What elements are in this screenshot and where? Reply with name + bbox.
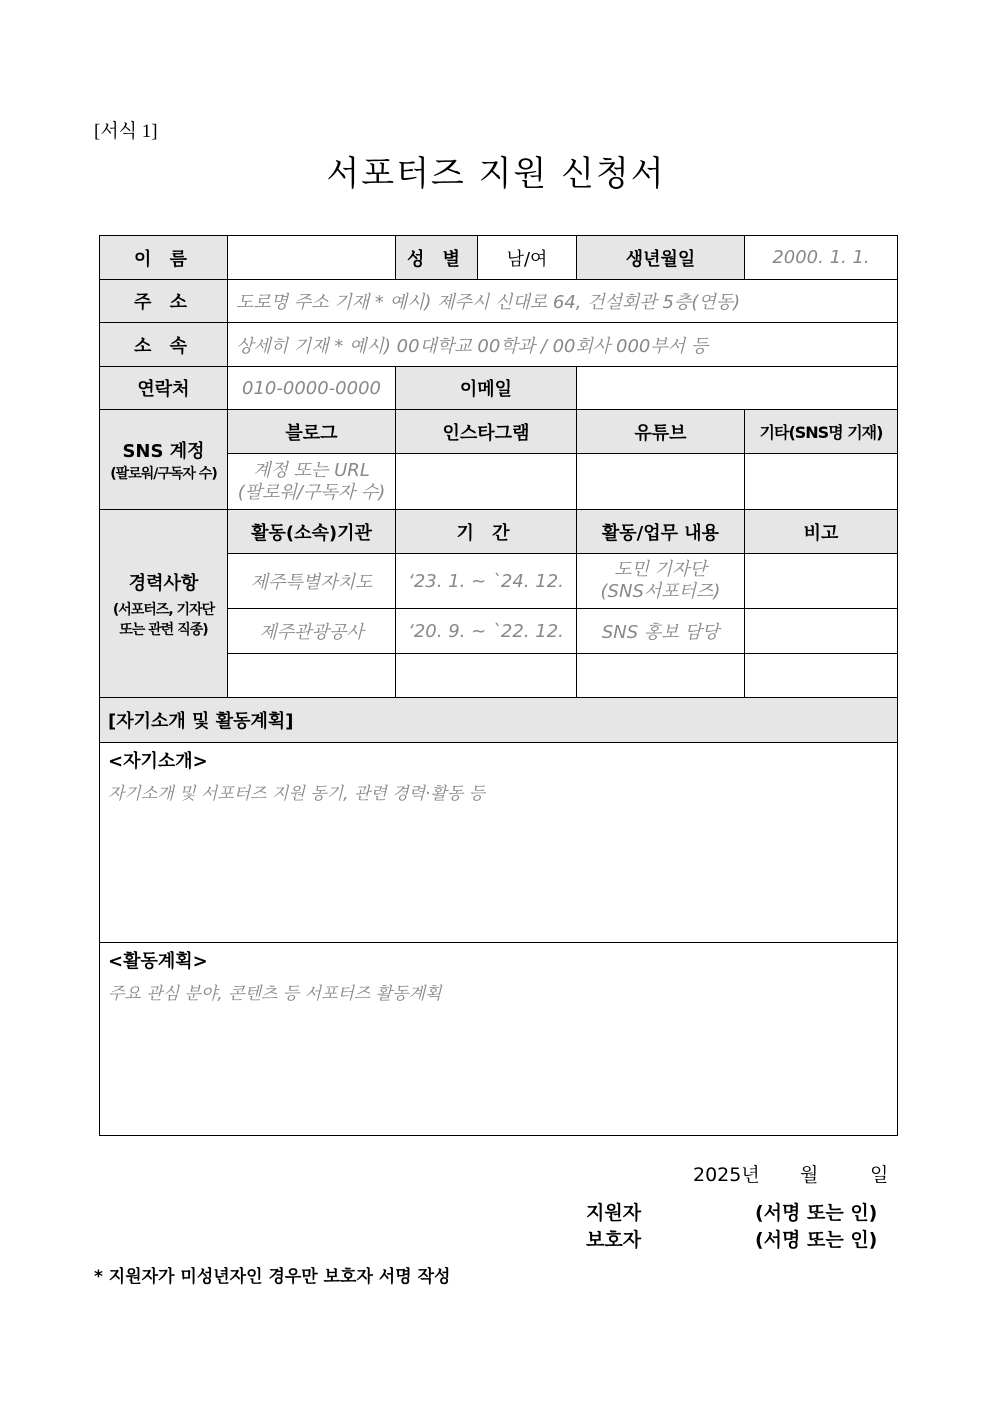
career-label: 경력사항 bbox=[128, 572, 199, 594]
plan-label: <활동계획> bbox=[108, 951, 208, 972]
career-row1-note[interactable] bbox=[745, 554, 898, 609]
sns-col-other: 기타(SNS명 기재) bbox=[745, 410, 898, 454]
footnote: * 지원자가 미성년자인 경우만 보호자 서명 작성 bbox=[94, 1267, 451, 1287]
career-row1-org[interactable]: 제주특별자치도 bbox=[228, 554, 396, 609]
sns-other-field[interactable] bbox=[745, 454, 898, 510]
career-row2-period[interactable]: ‘20. 9. ~ `22. 12. bbox=[396, 609, 577, 654]
career-row1-content[interactable] bbox=[577, 554, 745, 609]
sns-sublabel: (팔로워/구독자 수) bbox=[110, 465, 217, 482]
gender-label: 성 별 bbox=[396, 236, 478, 280]
career-col-period: 기 간 bbox=[396, 510, 577, 554]
address-label: 주 소 bbox=[100, 280, 228, 323]
career-row3-org[interactable] bbox=[228, 654, 396, 698]
name-label: 이 름 bbox=[100, 236, 228, 280]
sns-youtube-field[interactable] bbox=[577, 454, 745, 510]
career-row3-note[interactable] bbox=[745, 654, 898, 698]
sns-col-instagram: 인스타그램 bbox=[396, 410, 577, 454]
applicant-signature[interactable]: (서명 또는 인) bbox=[755, 1202, 878, 1224]
self-intro-placeholder: 자기소개 및 서포터즈 지원 동기, 관련 경력·활동 등 bbox=[108, 784, 486, 804]
self-intro-label: <자기소개> bbox=[108, 751, 208, 772]
name-field[interactable] bbox=[228, 236, 396, 280]
sns-blog-field[interactable] bbox=[228, 454, 396, 510]
career-row1-content-line1: 도민 기자단 bbox=[614, 559, 707, 580]
application-table bbox=[99, 235, 898, 1136]
gender-field[interactable]: 남/여 bbox=[478, 236, 577, 280]
contact-field[interactable]: 010-0000-0000 bbox=[228, 367, 396, 410]
career-row3-content[interactable] bbox=[577, 654, 745, 698]
date-year: 2025년 bbox=[693, 1164, 760, 1186]
address-field[interactable]: 도로명 주소 기재 * 예시) 제주시 신대로 64, 건설회관 5층(연동) bbox=[228, 280, 898, 323]
career-row2-note[interactable] bbox=[745, 609, 898, 654]
dob-label: 생년월일 bbox=[577, 236, 745, 280]
date-month: 월 bbox=[800, 1164, 819, 1186]
guardian-signature[interactable]: (서명 또는 인) bbox=[755, 1229, 878, 1251]
career-col-note: 비고 bbox=[745, 510, 898, 554]
intro-section-header: [자기소개 및 활동계획] bbox=[100, 698, 898, 743]
career-row1-content-line2: (SNS서포터즈) bbox=[600, 581, 721, 602]
date-day: 일 bbox=[870, 1164, 889, 1186]
page-title: 서포터즈 지원 신청서 bbox=[326, 154, 666, 194]
self-intro-box[interactable] bbox=[100, 743, 898, 943]
email-label: 이메일 bbox=[396, 367, 577, 410]
plan-placeholder: 주요 관심 분야, 콘텐츠 등 서포터즈 활동계획 bbox=[108, 984, 442, 1004]
form-number: [서식 1] bbox=[94, 121, 158, 142]
sns-label-cell bbox=[100, 410, 228, 510]
email-field[interactable] bbox=[577, 367, 898, 410]
career-col-content: 활동/업무 내용 bbox=[577, 510, 745, 554]
career-col-org: 활동(소속)기관 bbox=[228, 510, 396, 554]
activity-plan-box[interactable] bbox=[100, 943, 898, 1136]
career-sublabel-2: 또는 관련 직종) bbox=[119, 621, 208, 638]
career-sublabel-1: (서포터즈, 기자단 bbox=[112, 601, 215, 618]
affiliation-field[interactable]: 상세히 기재 * 예시) 00대학교 00학과 / 00회사 000부서 등 bbox=[228, 323, 898, 367]
contact-label: 연락처 bbox=[100, 367, 228, 410]
sns-instagram-field[interactable] bbox=[396, 454, 577, 510]
sns-col-blog: 블로그 bbox=[228, 410, 396, 454]
sns-example-line1: 계정 또는 URL bbox=[253, 459, 370, 481]
career-row3-period[interactable] bbox=[396, 654, 577, 698]
sns-example-line2: (팔로워/구독자 수) bbox=[237, 481, 386, 503]
applicant-label: 지원자 bbox=[586, 1202, 642, 1224]
affiliation-label: 소 속 bbox=[100, 323, 228, 367]
guardian-label: 보호자 bbox=[586, 1229, 642, 1251]
career-row1-period[interactable]: ‘23. 1. ~ `24. 12. bbox=[396, 554, 577, 609]
career-row2-org[interactable]: 제주관광공사 bbox=[228, 609, 396, 654]
career-label-cell bbox=[100, 510, 228, 698]
dob-field[interactable]: 2000. 1. 1. bbox=[745, 236, 898, 280]
sns-col-youtube: 유튜브 bbox=[577, 410, 745, 454]
career-row2-content[interactable]: SNS 홍보 담당 bbox=[577, 609, 745, 654]
sns-label: SNS 계정 bbox=[122, 440, 205, 462]
